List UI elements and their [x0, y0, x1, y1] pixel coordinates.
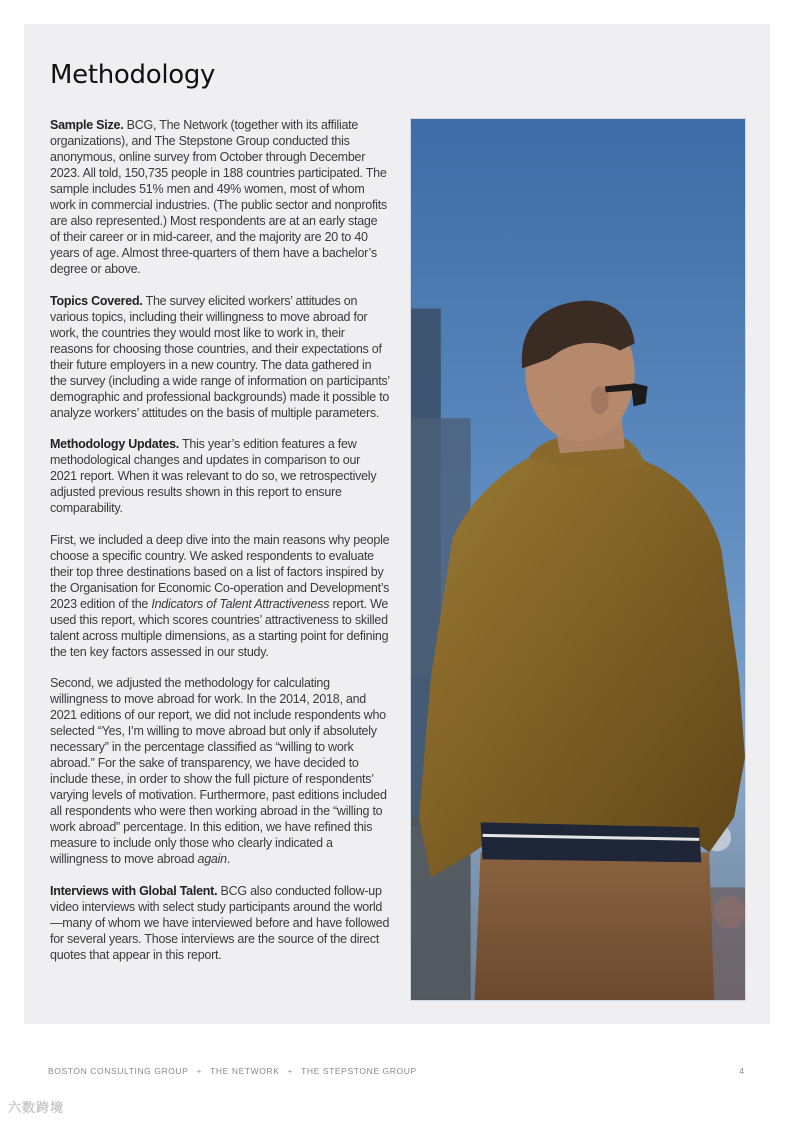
- photo-illustration: [411, 119, 745, 1000]
- methodology-updates-text: This year’s edition features a few methodological changes and updates in comparison to our 2021 report. When it was relevant to do so, we retrospectively adjusted previous results shown in this report to ensure comparability.: [50, 437, 377, 515]
- footer-org-bcg: BOSTON CONSULTING GROUP: [48, 1066, 189, 1076]
- page-title: Methodology: [50, 60, 216, 90]
- sample-size-text: BCG, The Network (together with its affiliate organizations), and The Stepstone Group conducted this anonymous, online survey from October through December 2023. All told, 150,735 people in 188 countries participated. The sample includes 51% men and 49% women, most of whom work in commercial industries. (The public sector and nonprofits are also represented.) Most respondents are at an early stage of their career or in mid-career, and the majority are 20 to 40 years of age. Almost three-quarters of them have a bachelor’s degree or above.: [50, 118, 387, 276]
- first-change-paragraph: [50, 532, 390, 660]
- first-change-text-after: report. We used this report, which scores countries’ attractiveness to skilled talent across multiple dimensions, as a starting point for defining the ten key factors assessed in our study.: [50, 596, 389, 659]
- methodology-text: [50, 117, 390, 978]
- second-change-text-before: Second, we adjusted the methodology for calculating willingness to move abroad for work. In the 2014, 2018, and 2021 editions of our report, we did not include respondents who selected “Yes, I’m willing to move abroad but only if absolutely necessary” in the percentage classified as “willing to work abroad.” For the sake of transparency, we have decided to include these, in order to show the full picture of respondents’ varying levels of motivation. Furthermore, past editions included all respondents who were then working abroad in the “willing to work abroad” percentage. In this edition, we have refined this measure to include only those who clearly indicated a willingness to move abroad: [50, 676, 387, 866]
- page-number: 4: [739, 1066, 744, 1076]
- interviews-text: BCG also conducted follow-up video interviews with select study participants around the world—many of whom we have interviewed before and have followed for several years. Those interviews are the source of the direct quotes that appear in this report.: [50, 883, 390, 962]
- report-title-italic: Indicators of Talent Attractiveness: [151, 596, 330, 611]
- jacket-waistband: [481, 822, 702, 862]
- footer-separator: +: [196, 1066, 203, 1076]
- interviews-heading: Interviews with Global Talent.: [50, 883, 218, 898]
- methodology-updates-heading: Methodology Updates.: [50, 437, 180, 451]
- second-change-paragraph: [50, 675, 390, 867]
- second-change-text-after: .: [226, 852, 231, 866]
- man-in-jacket-photo: [410, 118, 746, 1001]
- first-change-text-before: First, we included a deep dive into the main reasons why people choose a specific country. We asked respondents to evaluate their top three destinations based on a list of factors inspired by the Organisation for Economic Co-operation and Development’s 2023 edition of the: [50, 532, 390, 611]
- topics-covered-heading: Topics Covered.: [50, 293, 143, 308]
- watermark-logo: [8, 1097, 64, 1116]
- sample-size-heading: Sample Size.: [50, 118, 124, 132]
- jacket: [419, 448, 745, 877]
- topics-covered-paragraph: [50, 293, 390, 421]
- footer-org-network: THE NETWORK: [210, 1066, 280, 1076]
- watermark-text: 六数跨境: [8, 1100, 65, 1115]
- sample-size-paragraph: [50, 117, 390, 277]
- pants: [475, 852, 715, 1000]
- footer-org-stepstone: THE STEPSTONE GROUP: [301, 1066, 417, 1076]
- again-italic: again: [197, 852, 227, 866]
- methodology-updates-paragraph: [50, 436, 390, 516]
- interviews-paragraph: [50, 883, 390, 963]
- topics-covered-text: The survey elicited workers’ attitudes on various topics, including their willingness to move abroad for work, the countries they would most like to work in, their reasons for choosing those countries, and their expectations of their future employers in a new country. The data gathered in the survey (including a wide range of information on participants’ demographic and professional backgrounds) made it possible to analyze workers’ attitudes on the basis of multiple parameters.: [50, 293, 390, 420]
- footer: [48, 1066, 417, 1076]
- footer-separator: +: [287, 1066, 294, 1076]
